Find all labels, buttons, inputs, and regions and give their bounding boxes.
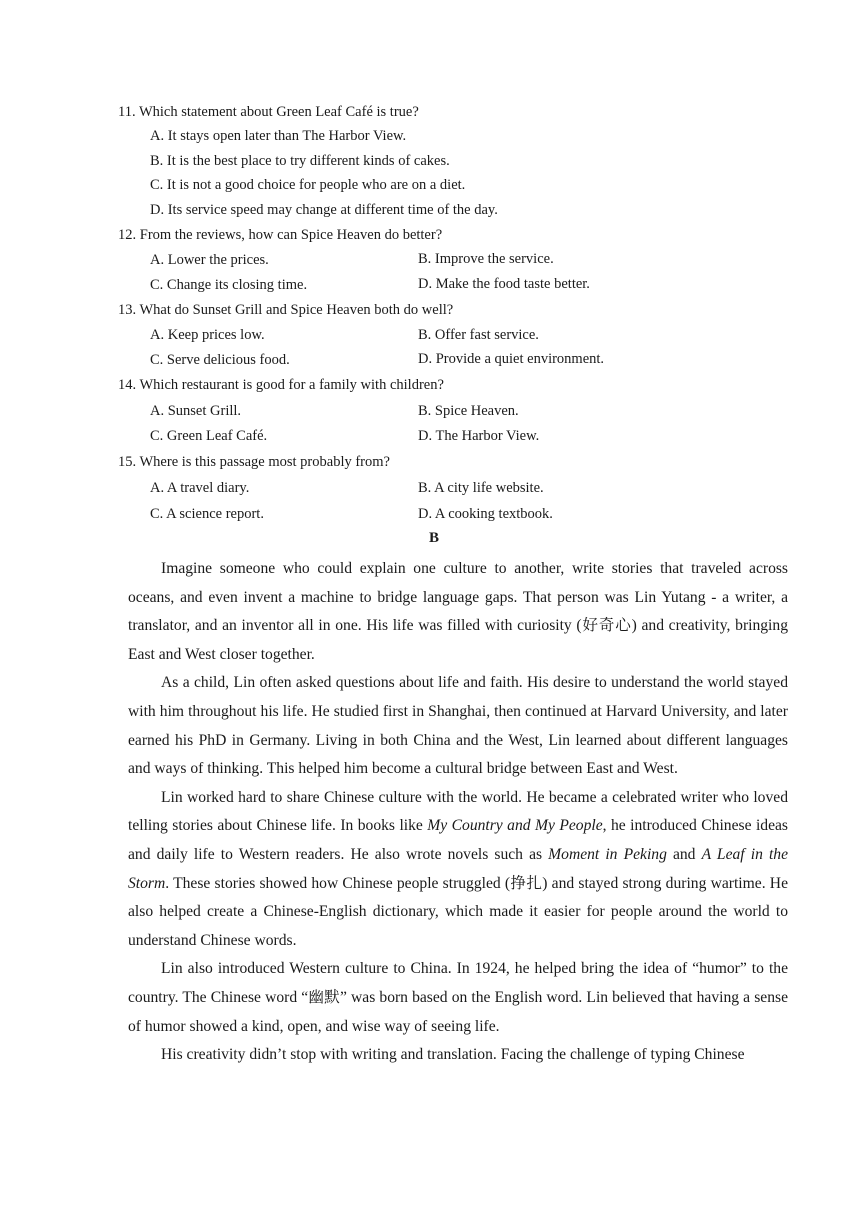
question-14: [118, 377, 444, 394]
question-number: 12.: [118, 227, 137, 243]
option-13-a: A. Keep prices low.: [150, 327, 265, 343]
question-stem: From the reviews, how can Spice Heaven do better?: [139, 227, 443, 243]
option-14-a: A. Sunset Grill.: [150, 403, 242, 419]
book-title: A Leaf in the Storm: [128, 845, 789, 892]
option-14-b: B. Spice Heaven.: [418, 403, 519, 419]
question-number: 13.: [118, 302, 137, 318]
option-11-a: A. It stays open later than The Harbor View.: [150, 128, 407, 144]
book-title: My Country and My People: [427, 817, 603, 835]
option-15-a: A. A travel diary.: [150, 480, 250, 496]
option-11-c: C. It is not a good choice for people who are on a diet.: [150, 177, 466, 193]
question-11: [118, 104, 419, 121]
question-number: 14.: [118, 377, 137, 393]
option-15-c: C. A science report.: [150, 506, 264, 522]
passage-paragraph-5: His creativity didn’t stop with writing and translation. Facing the challenge of typing Chinese: [161, 1046, 745, 1064]
option-13-d: D. Provide a quiet environment.: [418, 351, 605, 367]
question-12: [118, 227, 442, 244]
option-15-b: B. A city life website.: [418, 480, 544, 496]
option-14-c: C. Green Leaf Café.: [150, 428, 268, 444]
question-number: 15.: [118, 454, 137, 470]
question-stem: What do Sunset Grill and Spice Heaven both do well?: [139, 302, 454, 318]
passage-paragraph-2: As a child, Lin often asked questions about life and faith. His desire to understand the world stayed with him throughout his life. He studied first in Shanghai, then continued at Harvard University, and later earned his PhD in Germany. Living in both China and the West, Lin learned about different languages and ways of thinking. This helped him become a cultural bridge between East and West.: [128, 674, 788, 778]
paragraph-text: . These stories showed how Chinese people struggled (挣扎) and stayed strong during wartime. He also helped create a Chinese-English dictionary, which made it easier for people around the world to understand Chinese words.: [128, 874, 788, 949]
section-b-title: B: [428, 530, 439, 546]
question-stem: Which restaurant is good for a family with children?: [139, 377, 444, 393]
passage-paragraph-4: Lin also introduced Western culture to China. In 1924, he helped bring the idea of “humor” to the country. The Chinese word “幽默” was born based on the English word. Lin believed that having a sense of humor showed a kind, open, and wise way of seeing life.: [128, 960, 788, 1035]
option-11-d: D. Its service speed may change at different time of the day.: [150, 202, 498, 218]
reading-passage: [128, 555, 788, 1070]
book-title: Moment in Peking: [548, 845, 667, 863]
question-stem: Where is this passage most probably from?: [139, 454, 390, 470]
option-12-a: A. Lower the prices.: [150, 252, 269, 268]
option-12-d: D. Make the food taste better.: [418, 276, 590, 292]
option-14-d: D. The Harbor View.: [418, 428, 540, 444]
option-12-b: B. Improve the service.: [418, 251, 554, 267]
option-12-c: C. Change its closing time.: [150, 277, 308, 293]
option-11-b: B. It is the best place to try different kinds of cakes.: [150, 153, 450, 169]
paragraph-text: Lin worked hard to share Chinese culture with the world. He became a celebrated writer who loved telling stories about Chinese life. In books like: [128, 788, 788, 835]
option-13-c: C. Serve delicious food.: [150, 352, 290, 368]
option-13-b: B. Offer fast service.: [418, 327, 539, 343]
option-15-d: D. A cooking textbook.: [418, 506, 553, 522]
passage-paragraph-1: Imagine someone who could explain one culture to another, write stories that traveled across oceans, and even invent a machine to bridge language gaps. That person was Lin Yutang - a writer, a translator, and an inventor all in one. His life was filled with curiosity (好奇心) and creativity, bringing East and West closer together.: [128, 560, 788, 663]
question-15: [118, 454, 390, 471]
passage-paragraph-3: [128, 784, 788, 956]
question-number: 11.: [118, 104, 136, 120]
question-stem: Which statement about Green Leaf Café is true?: [138, 104, 419, 120]
paragraph-text: and: [666, 845, 702, 863]
paragraph-text: , he introduced Chinese ideas and daily life to Western readers. He also wrote novels such as: [128, 817, 788, 863]
question-13: [118, 302, 453, 319]
